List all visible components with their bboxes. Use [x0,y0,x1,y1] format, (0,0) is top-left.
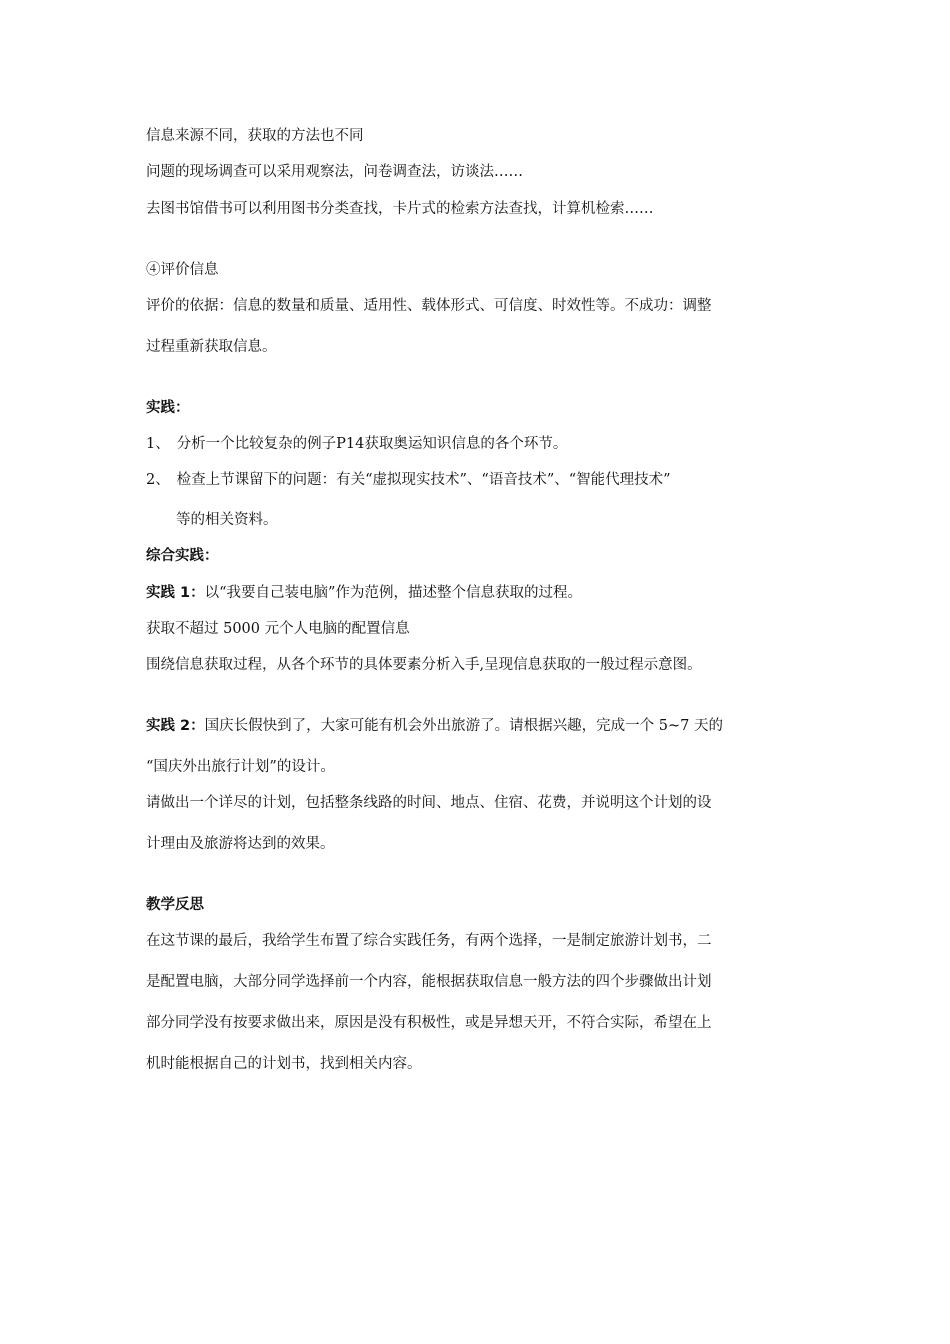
practice-1-line-2: 获取不超过 5000 元个人电脑的配置信息 [146,621,410,637]
practice-1-label: 实践 1： [146,585,205,601]
reflection-line-2: 是配置电脑，大部分同学选择前一个内容，能根据获取信息一般方法的四个步骤做出计划 [146,974,712,990]
comprehensive-heading: 综合实践： [146,548,219,564]
practice-item-2 [146,470,671,490]
reflection-heading: 教学反思 [146,897,204,913]
text-line-evaluate-cont: 过程重新获取信息。 [146,339,277,355]
practice-2-line [146,716,723,736]
list-number: 1、 [146,436,170,452]
practice-heading: 实践： [146,400,190,416]
text-line-survey: 问题的现场调查可以采用观察法，问卷调查法，访谈法…… [146,164,523,180]
list-number: 2、 [146,472,170,488]
practice-1-line [146,583,582,603]
section-evaluate-title: ④评价信息 [146,262,219,278]
text-line-evaluate-basis: 评价的依据：信息的数量和质量、适用性、载体形式、可信度、时效性等。不成功：调整 [146,298,712,314]
practice-2-label: 实践 2： [146,718,205,734]
practice-2-line-4: 计理由及旅游将达到的效果。 [146,836,335,852]
practice-item-2-cont: 等的相关资料。 [176,512,278,528]
list-text: 检查上节课留下的问题：有关“虚拟现实技术”、“语音技术”、“智能代理技术” [176,472,671,488]
practice-1-text: 以“我要自己装电脑”作为范例，描述整个信息获取的过程。 [204,585,582,601]
practice-1-line-3: 围绕信息获取过程，从各个环节的具体要素分析入手,呈现信息获取的一般过程示意图。 [146,657,702,673]
practice-2-line-2: “国庆外出旅行计划”的设计。 [146,759,335,775]
practice-2-text: 国庆长假快到了，大家可能有机会外出旅游了。请根据兴趣，完成一个 5~7 天的 [204,718,723,734]
text-line-library: 去图书馆借书可以利用图书分类查找，卡片式的检索方法查找，计算机检索…… [146,201,654,217]
practice-2-line-3: 请做出一个详尽的计划，包括整条线路的时间、地点、住宿、花费，并说明这个计划的设 [146,795,712,811]
practice-item-1 [146,434,567,454]
reflection-line-3: 部分同学没有按要求做出来，原因是没有积极性，或是异想天开，不符合实际，希望在上 [146,1015,712,1031]
list-text: 分析一个比较复杂的例子P14获取奥运知识信息的各个环节。 [176,436,568,452]
reflection-line-1: 在这节课的最后，我给学生布置了综合实践任务，有两个选择，一是制定旅游计划书，二 [146,933,712,949]
reflection-line-4: 机时能根据自己的计划书，找到相关内容。 [146,1056,422,1072]
text-line-sources: 信息来源不同，获取的方法也不同 [146,128,364,144]
